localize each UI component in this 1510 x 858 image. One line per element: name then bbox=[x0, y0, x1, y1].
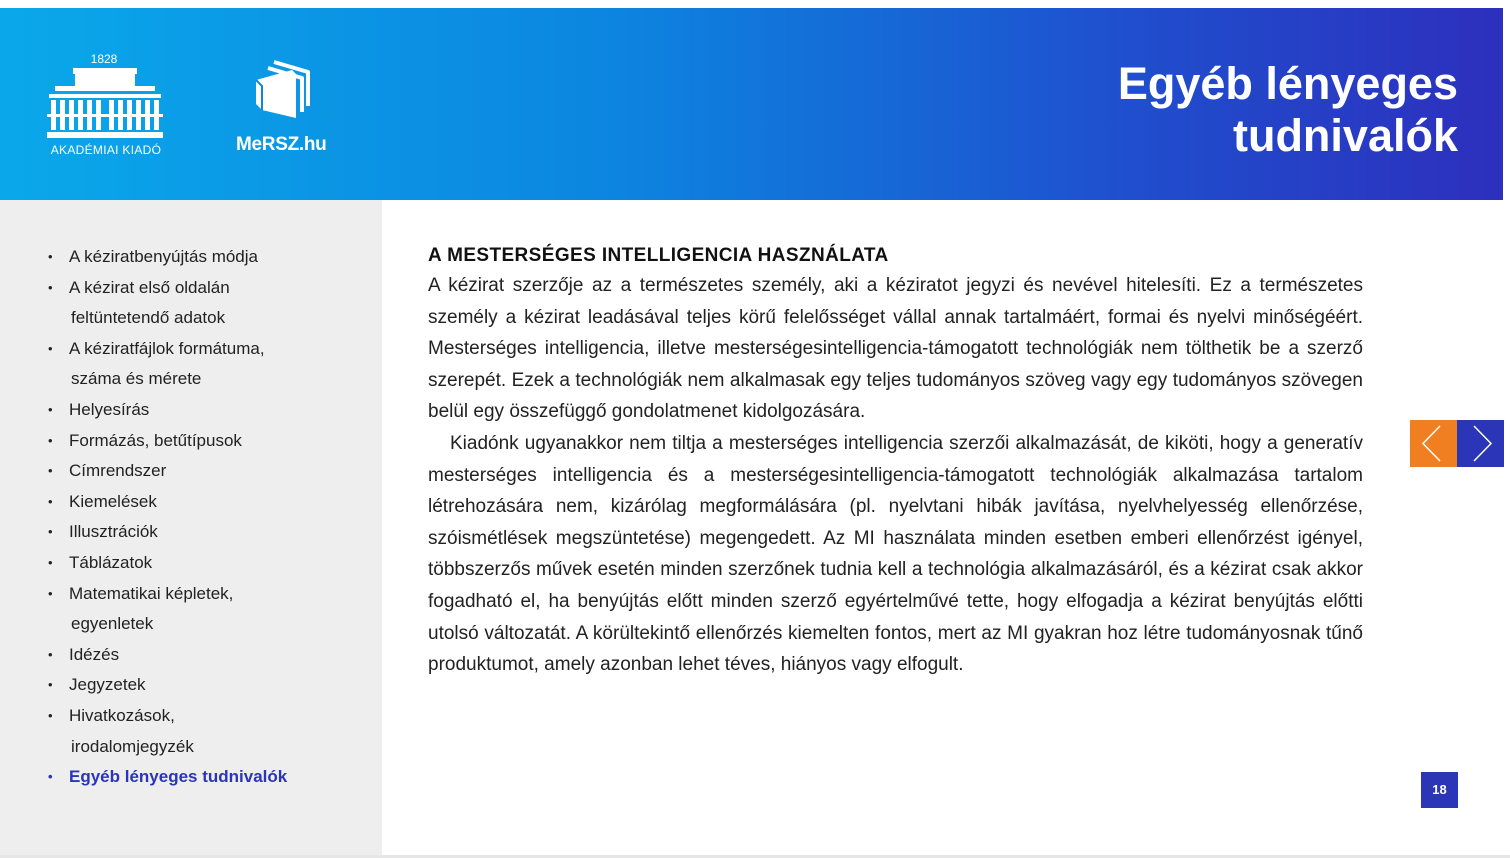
chevron-right-icon bbox=[1457, 420, 1504, 467]
sidebar-item[interactable] bbox=[48, 579, 368, 640]
sidebar-item[interactable] bbox=[48, 334, 368, 395]
mersz-logo[interactable] bbox=[234, 54, 344, 164]
sidebar-item-label: Kiemelések bbox=[69, 491, 157, 511]
header-banner bbox=[0, 8, 1503, 200]
sidebar-item-label: Helyesírás bbox=[69, 399, 150, 419]
mersz-name: MeRSZ.hu bbox=[236, 134, 327, 155]
sidebar-item-active[interactable] bbox=[48, 762, 368, 793]
sidebar-item-label: Címrendszer bbox=[69, 461, 167, 481]
slide-navigation bbox=[1410, 420, 1504, 467]
akademiai-kiado-logo[interactable] bbox=[44, 52, 168, 164]
books-icon bbox=[252, 58, 318, 122]
akademiai-name: AKADÉMIAI KIADÓ bbox=[50, 143, 162, 157]
previous-slide-button[interactable] bbox=[1410, 420, 1457, 467]
next-slide-button[interactable] bbox=[1457, 420, 1504, 467]
sidebar-item-label: Hivatkozások, bbox=[69, 705, 175, 725]
sidebar-item-label: Formázás, betűtípusok bbox=[69, 430, 242, 450]
sidebar-item[interactable] bbox=[48, 487, 368, 518]
paragraph-1: A kézirat szerzője az a természetes személy, aki a kéziratot jegyzi és nevével hitelesíti. Ez a természetes személy a kézirat leadásával teljes körű felelősséget vállal annak tartalmáért, formai és nyelvi minőségéért. Mesterséges intelligencia, illetve mesterségesintelligencia-támogatott technológiák nem tölthetik be a szerző szerepét. Ezek a technológiák nem alkalmasak egy teljes tudományos szöveg vagy egy tudományos szövegen belül egy összefüggő gondolatmenet kidolgozására. bbox=[428, 275, 1363, 423]
sidebar-item-label: A kéziratfájlok formátuma, bbox=[69, 338, 265, 358]
sidebar-item[interactable] bbox=[48, 456, 368, 487]
sidebar-item[interactable] bbox=[48, 517, 368, 548]
sidebar-item-label-continued: száma és mérete bbox=[71, 369, 202, 389]
paragraph-2: Kiadónk ugyanakkor nem tiltja a mesterséges intelligencia szerzői alkalmazását, de kiköti, hogy a generatív mesterséges intelligencia és a mesterségesintelligencia-támogatott technológiák alkalmazása tartalom létrehozására nem, kizárólag megformálására (pl. nyelvtani hibák javítása, nyelvhelyesség ellenőrzése, szóismétlések megszüntetése) megengedett. Az MI használata minden esetben emberi ellenőrzést igényel, többszerzős művek esetén minden szerzőnek tudnia kell a technológia alkalmazásáról, és a kézirat csak akkor fogadható el, ha benyújtás előtt minden szerző egyértelművé tette, hogy elfogadja a kézirat benyújtás előtti utolsó változatát. A körültekintő ellenőrzés kiemelten fontos, mert az MI gyakran hoz létre tudományosnak tűnő produktumot, amely azonban lehet téves, hiányos vagy elfogult. bbox=[428, 432, 1363, 676]
sidebar-nav bbox=[48, 242, 368, 793]
sidebar-item-label: Illusztrációk bbox=[69, 522, 158, 542]
sidebar-item[interactable] bbox=[48, 640, 368, 671]
sidebar-item[interactable] bbox=[48, 273, 368, 334]
chevron-left-icon bbox=[1410, 420, 1457, 467]
page-title bbox=[1118, 58, 1458, 162]
akademiai-year: 1828 bbox=[90, 52, 118, 66]
sidebar-item[interactable] bbox=[48, 242, 368, 273]
sidebar-item[interactable] bbox=[48, 426, 368, 457]
sidebar-item-label: A kézirat első oldalán bbox=[69, 277, 230, 297]
sidebar-item[interactable] bbox=[48, 395, 368, 426]
sidebar-item-label-continued: feltüntetendő adatok bbox=[71, 308, 226, 328]
sidebar-item-label-continued: irodalomjegyzék bbox=[71, 736, 194, 756]
sidebar-item-label: A kéziratbenyújtás módja bbox=[69, 247, 258, 266]
page-title-line-2: tudnivalók bbox=[1232, 110, 1458, 161]
page-number: 18 bbox=[1421, 772, 1458, 808]
sidebar-item[interactable] bbox=[48, 548, 368, 579]
building-icon bbox=[47, 68, 163, 140]
page-title-line-1: Egyéb lényeges bbox=[1117, 58, 1458, 109]
main-content bbox=[428, 242, 1363, 681]
sidebar-item-label: Táblázatok bbox=[69, 552, 153, 572]
sidebar-item-label: Jegyzetek bbox=[69, 675, 146, 695]
sidebar-item-label: Matematikai képletek, bbox=[69, 583, 234, 603]
sidebar-item-label: Idézés bbox=[69, 644, 120, 664]
sidebar-item[interactable] bbox=[48, 670, 368, 701]
sidebar-item[interactable] bbox=[48, 701, 368, 762]
sidebar-item-label: Egyéb lényeges tudnivalók bbox=[69, 767, 288, 787]
sidebar bbox=[0, 200, 382, 855]
sidebar-item-label-continued: egyenletek bbox=[71, 614, 154, 634]
section-title: A MESTERSÉGES INTELLIGENCIA HASZNÁLATA bbox=[428, 245, 889, 266]
